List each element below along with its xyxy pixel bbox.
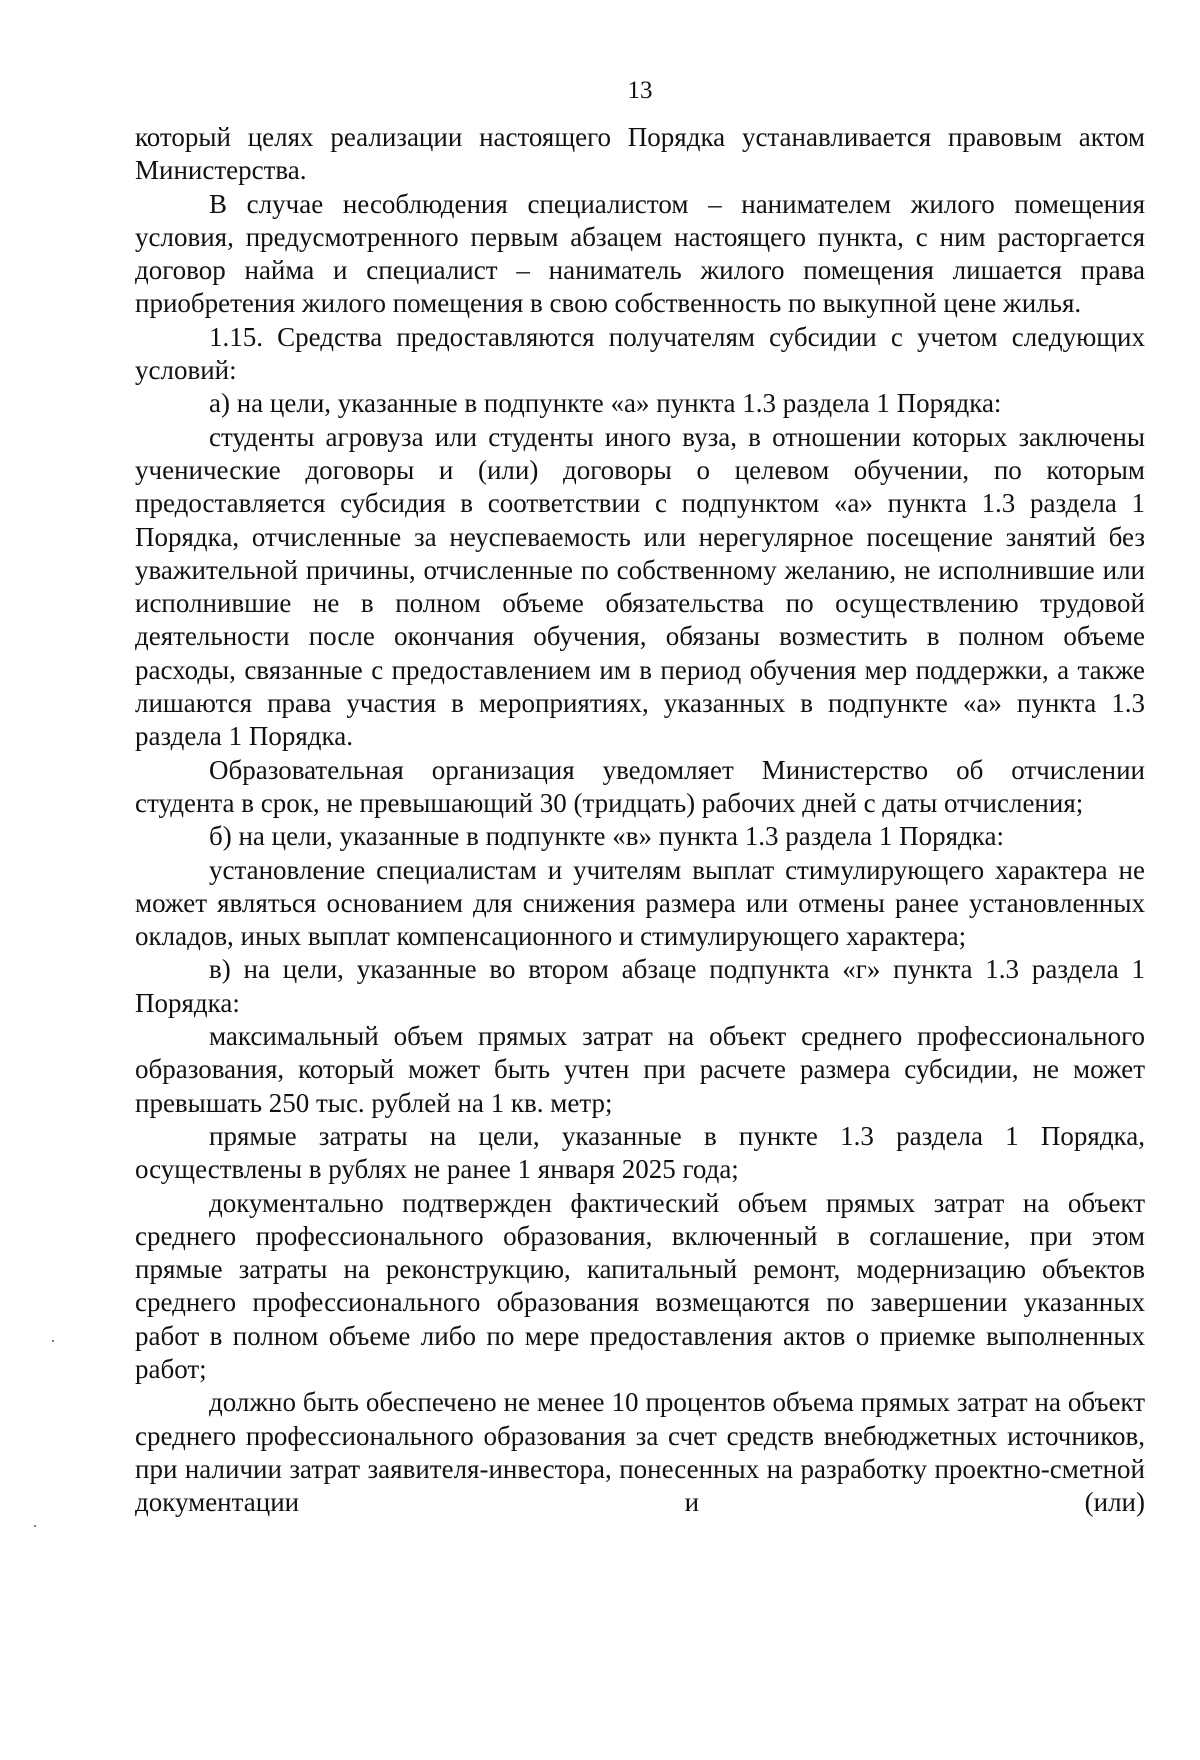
paragraph: который целях реализации настоящего Порядка устанавливается правовым актом Министерства.: [135, 122, 1145, 186]
paragraph: должно быть обеспечено не менее 10 процентов объема прямых затрат на объект среднего профессионального образования за счет средств внебюджетных источников, при наличии затрат заявителя-инвестора, понесенных на разработку проектно-сметной документации и (или): [135, 1387, 1145, 1518]
paragraph: Образовательная организация уведомляет Министерство об отчислении студента в срок, не превышающий 30 (тридцать) рабочих дней с даты отчисления;: [135, 754, 1145, 818]
paragraph: установление специалистам и учителям выплат стимулирующего характера не может являться основанием для снижения размера или отмены ранее установленных окладов, иных выплат компенсационного и стимулирующего характера;: [135, 854, 1145, 952]
scan-speck: [34, 1525, 36, 1527]
document-body: [135, 121, 1145, 1519]
page-number: 13: [627, 77, 653, 104]
paragraph: максимальный объем прямых затрат на объект среднего профессионального образования, который может быть учтен при расчете размера субсидии, не может превышать 250 тыс. рублей на 1 кв. метр;: [135, 1021, 1145, 1118]
paragraph: прямые затраты на цели, указанные в пункте 1.3 раздела 1 Порядка, осуществлены в рублях не ранее 1 января 2025 года;: [135, 1120, 1145, 1185]
scan-speck: [52, 1340, 54, 1342]
paragraph: студенты агровуза или студенты иного вуза, в отношении которых заключены ученические договоры и (или) договоры о целевом обучении, по которым предоставляется субсидия в соответствии с подпунктом «а» пункта 1.3 раздела 1 Порядка, отчисленные за неуспеваемость или нерегулярное посещение занятий без уважительной причины, отчисленные по собственному желанию, не исполнившие или исполнившие не в полном объеме обязательства по осуществлению трудовой деятельности после окончания обучения, обязаны возместить в полном объеме расходы, связанные с предоставлением им в период обучения мер поддержки, а также лишаются права участия в мероприятиях, указанных в подпункте «а» пункта 1.3 раздела 1 Порядка.: [135, 421, 1145, 752]
paragraph: В случае несоблюдения специалистом – нанимателем жилого помещения условия, предусмотренного первым абзацем настоящего пункта, с ним расторгается договор найма и специалист – наниматель жилого помещения лишается права приобретения жилого помещения в свою собственность по выкупной цене жилья.: [135, 188, 1145, 319]
paragraph: а) на цели, указанные в подпункте «а» пункта 1.3 раздела 1 Порядка:: [209, 388, 1002, 419]
paragraph: б) на цели, указанные в подпункте «в» пункта 1.3 раздела 1 Порядка:: [209, 821, 1004, 852]
paragraph: документально подтвержден фактический объем прямых затрат на объект среднего профессионального образования, включенный в соглашение, при этом прямые затраты на реконструкцию, капитальный ремонт, модернизацию объектов среднего профессионального образования возмещаются по завершении указанных работ в полном объеме либо по мере предоставления актов о приемке выполненных работ;: [135, 1187, 1145, 1384]
paragraph: 1.15. Средства предоставляются получателям субсидии с учетом следующих условий:: [135, 321, 1145, 386]
paragraph: в) на цели, указанные во втором абзаце подпункта «г» пункта 1.3 раздела 1 Порядка:: [135, 954, 1145, 1018]
